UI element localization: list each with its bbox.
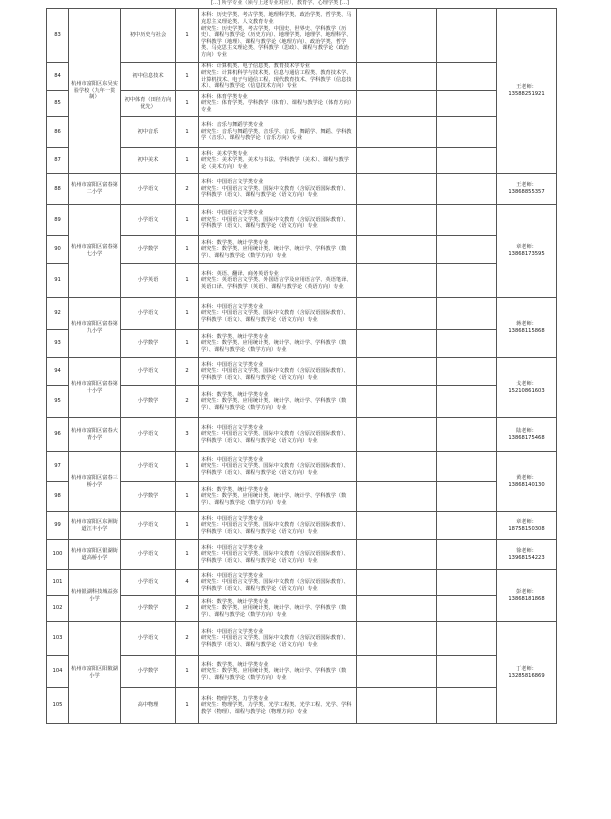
- table-row: [47, 358, 557, 386]
- school-name: 杭州市富阳区东吴实验学校（九年一贯制）: [69, 9, 121, 174]
- blank-cell: [437, 358, 497, 386]
- hire-count: 1: [176, 452, 199, 482]
- major-requirements: [199, 264, 357, 298]
- major-line: 研究生：数学类、应用统计类、统计学、统计学、学科教学（数学）、课程与教学论（数学方向）专业: [201, 493, 347, 506]
- major-line: 研究生：数学类、应用统计类、统计学、统计学、学科教学（数学）、课程与教学论（数学方向）专业: [201, 340, 347, 353]
- major-line: 研究生：英语语言文学类、外国语言学及应用语言学、英语笔译、英语口译、学科教学（英语）、课程与教学论（英语方向）专业: [201, 277, 352, 290]
- post-name: 初中历史与社会: [121, 9, 176, 63]
- major-line: 本科：中国语言文学类专业: [201, 424, 264, 431]
- hire-count: 1: [176, 264, 199, 298]
- major-requirements: [199, 174, 357, 205]
- table-row: [47, 148, 557, 174]
- table-row: [47, 91, 557, 117]
- major-requirements: [199, 91, 357, 117]
- post-name: 小学语文: [121, 570, 176, 596]
- blank-cell: [437, 63, 497, 91]
- blank-cell: [357, 63, 437, 91]
- blank-cell: [437, 264, 497, 298]
- blank-cell: [357, 688, 437, 724]
- major-line: 研究生：中国语言文学类、国际中文教育（含原汉语国际教育）、学科教学（语文）、课程与教学论（语文方向）专业: [201, 310, 349, 323]
- row-number: 102: [47, 596, 69, 622]
- post-name: 小学数学: [121, 330, 176, 358]
- major-line: 本科：数学类、统计学类专业: [201, 486, 269, 493]
- row-number: 90: [47, 236, 69, 264]
- table-row: [47, 386, 557, 418]
- hire-count: 1: [176, 236, 199, 264]
- hire-count: 1: [176, 117, 199, 148]
- blank-cell: [437, 386, 497, 418]
- table-row: [47, 264, 557, 298]
- blank-cell: [437, 236, 497, 264]
- blank-cell: [437, 9, 497, 63]
- blank-cell: [357, 330, 437, 358]
- school-name: 杭州市富阳区富春三桥小学: [69, 452, 121, 512]
- major-line: 本科：历史学类、考古学类、地理科学类、政治学类、哲学类、马克思主义理论类、人文教育专业: [201, 12, 352, 26]
- major-line: 本科：美术学类专业: [201, 150, 248, 157]
- major-line: 研究生：音乐与舞蹈学类、音乐学、音乐、舞蹈学、舞蹈、学科教学（音乐）、课程与教学论（音乐方向）专业: [201, 128, 352, 142]
- blank-cell: [437, 174, 497, 205]
- blank-cell: [357, 418, 437, 452]
- row-number: 84: [47, 63, 69, 91]
- table-row: [47, 540, 557, 570]
- post-name: 初中美术: [121, 148, 176, 174]
- post-name: 小学数学: [121, 596, 176, 622]
- row-number: 92: [47, 298, 69, 330]
- blank-cell: [357, 596, 437, 622]
- blank-cell: [357, 512, 437, 540]
- school-name: 杭州市富阳区东洲街道江丰小学: [69, 512, 121, 540]
- row-number: 98: [47, 482, 69, 512]
- major-requirements: [199, 622, 357, 656]
- major-line: 本科：数学类、统计学类专业: [201, 598, 269, 605]
- major-requirements: [199, 205, 357, 236]
- blank-cell: [437, 570, 497, 596]
- major-line: 本科：数学类、统计学类专业: [201, 391, 269, 398]
- major-line: 研究生：中国语言文学类、国际中文教育（含原汉语国际教育）、学科教学（语文）、课程与教学论（语文方向）专业: [201, 431, 349, 444]
- blank-cell: [357, 386, 437, 418]
- major-requirements: [199, 540, 357, 570]
- recruitment-table-page: [46, 0, 556, 819]
- hire-count: 1: [176, 540, 199, 570]
- post-name: 小学语文: [121, 622, 176, 656]
- hire-count: 4: [176, 570, 199, 596]
- major-line: 本科：中国语言文学类专业: [201, 515, 264, 522]
- major-requirements: [199, 148, 357, 174]
- major-line: 本科：体育学类专业: [201, 93, 248, 100]
- post-name: 小学语文: [121, 452, 176, 482]
- contact-info: 王老师：13868855357: [497, 174, 557, 205]
- post-name: 小学语文: [121, 174, 176, 205]
- row-number: 87: [47, 148, 69, 174]
- post-name: 初中体育（田径方向优先）: [121, 91, 176, 117]
- table-row: [47, 418, 557, 452]
- major-line: 本科：中国语言文学类专业: [201, 456, 264, 463]
- hire-count: 1: [176, 512, 199, 540]
- row-number: 88: [47, 174, 69, 205]
- table-row: [47, 63, 557, 91]
- contact-info: 彭老师：13868181868: [497, 570, 557, 622]
- major-line: 研究生：中国语言文学类、国际中文教育（含原汉语国际教育）、学科教学（语文）、课程与教学论（语文方向）专业: [201, 463, 349, 476]
- blank-cell: [357, 622, 437, 656]
- row-number: 94: [47, 358, 69, 386]
- blank-cell: [437, 452, 497, 482]
- table-row: [47, 656, 557, 688]
- hire-count: 1: [176, 298, 199, 330]
- blank-cell: [437, 205, 497, 236]
- blank-cell: [357, 117, 437, 148]
- major-requirements: [199, 656, 357, 688]
- row-number: 83: [47, 9, 69, 63]
- post-name: 小学语文: [121, 540, 176, 570]
- major-line: 研究生：物理学类、力学类、光学工程类、光学工程、光学、学科教学（物理）、课程与教学论（物理方向）专业: [201, 702, 352, 715]
- table-row: [47, 688, 557, 724]
- school-name: 杭州市富阳区富春第十小学: [69, 358, 121, 418]
- blank-cell: [357, 91, 437, 117]
- row-number: 104: [47, 656, 69, 688]
- major-line: 本科：中国语言文学类专业: [201, 572, 264, 579]
- major-requirements: [199, 688, 357, 724]
- row-number: 91: [47, 264, 69, 298]
- major-line: 本科：音乐与舞蹈学类专业: [201, 122, 264, 129]
- major-line: 本科：中国语言文学类专业: [201, 179, 264, 186]
- top-fragment-text: [...] 所学专业（须与上述专业对应），教育学、心理学类 [...]: [211, 0, 349, 6]
- table-row: [47, 236, 557, 264]
- major-line: 本科：中国语言文学类专业: [201, 361, 264, 368]
- major-line: 本科：中国语言文学类专业: [201, 544, 264, 551]
- post-name: 初中音乐: [121, 117, 176, 148]
- row-number: 100: [47, 540, 69, 570]
- contact-info: 章老师：13868173595: [497, 205, 557, 298]
- blank-cell: [437, 117, 497, 148]
- post-name: 小学语文: [121, 358, 176, 386]
- hire-count: 2: [176, 622, 199, 656]
- blank-cell: [437, 298, 497, 330]
- major-line: 本科：数学类、统计学类专业: [201, 661, 269, 668]
- major-line: 本科：数学类、统计学类专业: [201, 333, 269, 340]
- school-name: 杭州市富阳区阳陂湖小学: [69, 622, 121, 724]
- major-requirements: [199, 452, 357, 482]
- major-line: 研究生：数学类、应用统计类、统计学、统计学、学科教学（数学）、课程与教学论（数学方向）专业: [201, 605, 347, 618]
- major-line: 研究生：体育学类、学科教学（体育）、课程与教学论（体育方向）专业: [201, 100, 352, 113]
- contact-info: 丁老师：13285816869: [497, 622, 557, 724]
- major-line: 研究生：计算机科学与技术类、信息与通信工程类、教育技术学、计算机技术、电子与通信工程、现代教育技术、学科教学（信息技术）、课程与教学论（信息技术方向）专业: [201, 69, 352, 90]
- blank-cell: [357, 9, 437, 63]
- major-line: 研究生：中国语言文学类、国际中文教育（含原汉语国际教育）、学科教学（语文）、课程与教学论（语文方向）专业: [201, 579, 349, 592]
- post-name: 小学英语: [121, 264, 176, 298]
- hire-count: 3: [176, 418, 199, 452]
- major-line: 本科：英语、翻译、商务英语专业: [201, 270, 279, 277]
- major-requirements: [199, 236, 357, 264]
- major-requirements: [199, 386, 357, 418]
- blank-cell: [437, 148, 497, 174]
- hire-count: 1: [176, 63, 199, 91]
- major-line: 本科：物理学类、力学类专业: [201, 695, 269, 702]
- school-name: 杭州市富阳区富春第九小学: [69, 298, 121, 358]
- post-name: 小学语文: [121, 512, 176, 540]
- post-name: 小学数学: [121, 386, 176, 418]
- blank-cell: [357, 570, 437, 596]
- table-row: [47, 174, 557, 205]
- contact-info: 戈老师：15210861603: [497, 358, 557, 418]
- post-name: 高中物理: [121, 688, 176, 724]
- hire-count: 1: [176, 9, 199, 63]
- table-row: [47, 330, 557, 358]
- table-row: [47, 570, 557, 596]
- major-line: 本科：计算机类、电子信息类、教育技术学专业: [201, 63, 310, 70]
- table-row: [47, 512, 557, 540]
- hire-count: 2: [176, 174, 199, 205]
- blank-cell: [357, 174, 437, 205]
- major-line: 本科：数学类、统计学类专业: [201, 239, 269, 246]
- major-line: 研究生：中国语言文学类、国际中文教育（含原汉语国际教育）、学科教学（语文）、课程与教学论（语文方向）专业: [201, 522, 349, 535]
- row-number: 89: [47, 205, 69, 236]
- school-name: 杭州银湖科技城益弥小学: [69, 570, 121, 622]
- contact-info: 王老师：13588251921: [497, 9, 557, 174]
- contact-info: 章老师：18758150308: [497, 512, 557, 540]
- hire-count: 1: [176, 688, 199, 724]
- blank-cell: [437, 540, 497, 570]
- blank-cell: [357, 540, 437, 570]
- hire-count: 2: [176, 596, 199, 622]
- recruitment-table: [46, 8, 557, 724]
- hire-count: 1: [176, 148, 199, 174]
- blank-cell: [437, 418, 497, 452]
- major-line: 本科：中国语言文学类专业: [201, 303, 264, 310]
- row-number: 99: [47, 512, 69, 540]
- row-number: 96: [47, 418, 69, 452]
- major-requirements: [199, 117, 357, 148]
- major-line: 研究生：中国语言文学类、国际中文教育（含原汉语国际教育）、学科教学（语文）、课程与教学论（语文方向）专业: [201, 368, 349, 381]
- table-row: [47, 622, 557, 656]
- post-name: 小学语文: [121, 418, 176, 452]
- hire-count: 1: [176, 656, 199, 688]
- row-number: 97: [47, 452, 69, 482]
- major-line: 本科：中国语言文学类专业: [201, 210, 264, 217]
- major-line: 研究生：中国语言文学类、国际中文教育（含原汉语国际教育）、学科教学（语文）、课程与教学论（语文方向）专业: [201, 635, 349, 648]
- table-row: [47, 117, 557, 148]
- blank-cell: [357, 236, 437, 264]
- row-number: 95: [47, 386, 69, 418]
- table-body: [47, 9, 557, 724]
- blank-cell: [357, 656, 437, 688]
- row-number: 93: [47, 330, 69, 358]
- major-line: 研究生：美术学类、美术与书法、学科教学（美术）、课程与教学论（美术方向）专业: [201, 157, 349, 170]
- major-requirements: [199, 418, 357, 452]
- blank-cell: [437, 622, 497, 656]
- major-requirements: [199, 596, 357, 622]
- post-name: 小学语文: [121, 205, 176, 236]
- contact-info: 黄老师：13868140130: [497, 452, 557, 512]
- hire-count: 1: [176, 91, 199, 117]
- table-row: [47, 298, 557, 330]
- row-number: 86: [47, 117, 69, 148]
- major-line: 研究生：中国语言文学类、国际中文教育（含原汉语国际教育）、学科教学（语文）、课程与教学论（语文方向）专业: [201, 185, 349, 199]
- blank-cell: [357, 482, 437, 512]
- major-requirements: [199, 512, 357, 540]
- blank-cell: [437, 91, 497, 117]
- hire-count: 1: [176, 482, 199, 512]
- row-number: 85: [47, 91, 69, 117]
- hire-count: 1: [176, 205, 199, 236]
- table-row: [47, 9, 557, 63]
- major-line: 本科：中国语言文学类专业: [201, 628, 264, 635]
- major-requirements: [199, 482, 357, 512]
- major-requirements: [199, 9, 357, 63]
- blank-cell: [357, 148, 437, 174]
- major-requirements: [199, 298, 357, 330]
- table-row: [47, 452, 557, 482]
- blank-cell: [437, 330, 497, 358]
- blank-cell: [357, 298, 437, 330]
- major-requirements: [199, 63, 357, 91]
- hire-count: 1: [176, 330, 199, 358]
- row-number: 105: [47, 688, 69, 724]
- blank-cell: [437, 482, 497, 512]
- blank-cell: [437, 596, 497, 622]
- major-line: 研究生：中国语言文学类、国际中文教育（含原汉语国际教育）、学科教学（语文）、课程与教学论（语文方向）专业: [201, 216, 349, 230]
- post-name: 小学数学: [121, 236, 176, 264]
- post-name: 小学数学: [121, 656, 176, 688]
- post-name: 初中信息技术: [121, 63, 176, 91]
- major-line: 研究生：数学类、应用统计类、统计学、统计学、学科教学（数学）、课程与教学论（数学方向）专业: [201, 246, 347, 259]
- post-name: 小学语文: [121, 298, 176, 330]
- blank-cell: [437, 512, 497, 540]
- school-name: 杭州市富阳区富春大青小学: [69, 418, 121, 452]
- school-name: 杭州市富阳区银湖街道高桥小学: [69, 540, 121, 570]
- major-line: 研究生：数学类、应用统计类、统计学、统计学、学科教学（数学）、课程与教学论（数学方向）专业: [201, 398, 347, 411]
- table-row: [47, 482, 557, 512]
- contact-info: 陆老师：13868175468: [497, 418, 557, 452]
- major-requirements: [199, 330, 357, 358]
- blank-cell: [437, 656, 497, 688]
- contact-info: 蒋老师：13868115868: [497, 298, 557, 358]
- hire-count: 2: [176, 358, 199, 386]
- major-requirements: [199, 570, 357, 596]
- major-requirements: [199, 358, 357, 386]
- post-name: 小学数学: [121, 482, 176, 512]
- major-line: 研究生：中国语言文学类、国际中文教育（含原汉语国际教育）、学科教学（语文）、课程与教学论（语文方向）专业: [201, 551, 349, 564]
- contact-info: 徐老师：13968154223: [497, 540, 557, 570]
- blank-cell: [357, 358, 437, 386]
- major-line: 研究生：数学类、应用统计类、统计学、统计学、学科教学（数学）、课程与教学论（数学方向）专业: [201, 668, 347, 681]
- table-row: [47, 205, 557, 236]
- top-fragment-row: [211, 0, 421, 8]
- blank-cell: [437, 688, 497, 724]
- table-row: [47, 596, 557, 622]
- blank-cell: [357, 205, 437, 236]
- row-number: 103: [47, 622, 69, 656]
- blank-cell: [357, 452, 437, 482]
- school-name: 杭州市富阳区富春第七小学: [69, 205, 121, 298]
- major-line: 研究生：历史学类、考古学类、中国史、世界史、学科教学（历史）、课程与教学论（历史方向）、地理学类、地理学、地理科学、学科教学（地理）、课程与教学论（地理方向）、政治学类、哲学类、马克思主义理论类、学科教学（思政）、课程与教学论（政治方向）专业: [201, 25, 352, 58]
- blank-cell: [357, 264, 437, 298]
- row-number: 101: [47, 570, 69, 596]
- school-name: 杭州市富阳区富春第二小学: [69, 174, 121, 205]
- hire-count: 2: [176, 386, 199, 418]
